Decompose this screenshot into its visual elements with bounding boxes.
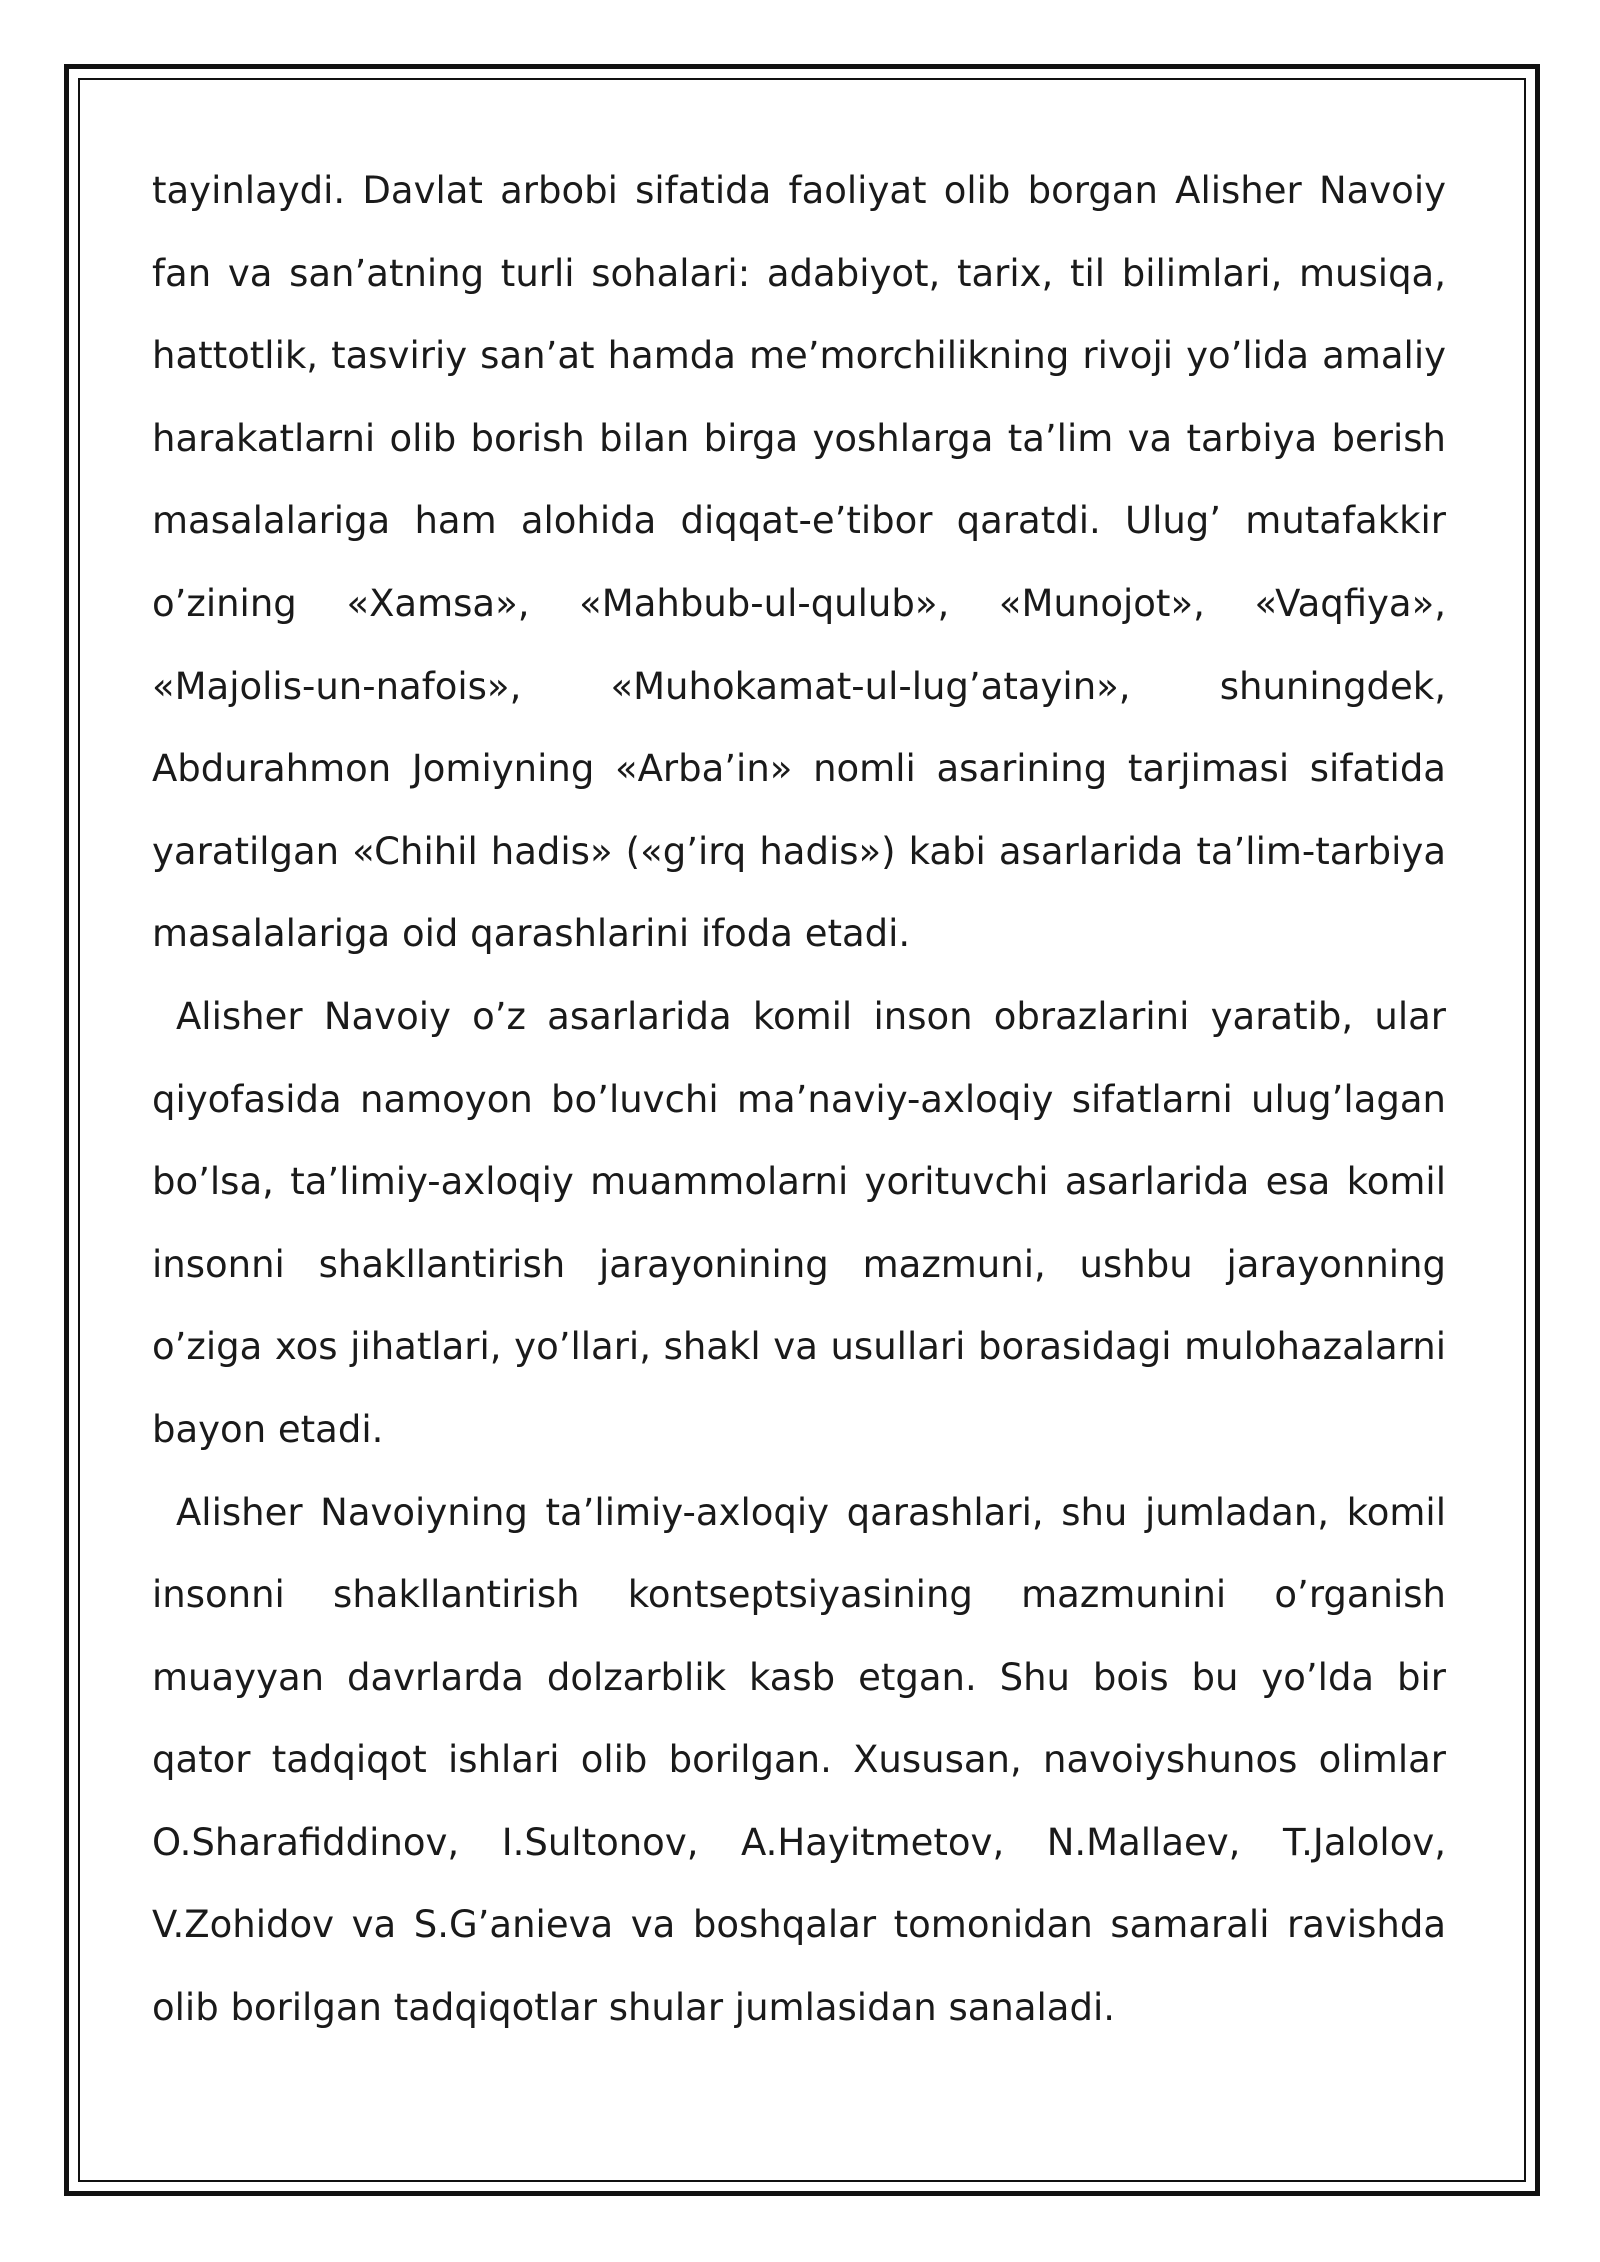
paragraph-1: tayinlaydi. Davlat arbobi sifatida faoliyat olib borgan Alisher Navoiy fan va san’atning turli sohalari: adabiyot, tarix, til bilimlari, musiqa, hattotlik, tasviriy san’at hamda me’morchilikning rivoji yo’lida amaliy harakatlarni olib borish bilan birga yoshlarga ta’lim va tarbiya berish masalalariga ham alohida diqqat-e’tibor qaratdi. Ulug’ mutafakkir o’zining «Xamsa», «Mahbub-ul-qulub», «Munojot», «Vaqfiya», «Majolis-un-nafois», «Muhokamat-ul-lug’atayin», shuningdek, Abdurahmon Jomiyning «Arba’in» nomli asarining tarjimasi sifatida yaratilgan «Chihil hadis» («g’irq hadis») kabi asarlarida ta’lim-tarbiya masalalariga oid qarashlarini ifoda etadi.: [152, 169, 1446, 956]
paragraph-3: Alisher Navoiyning ta’limiy-axloqiy qarashlari, shu jumladan, komil insonni shakllantirish kontseptsiyasining mazmunini o’rganish muayyan davrlarda dolzarblik kasb etgan. Shu bois bu yo’lda bir qator tadqiqot ishlari olib borilgan. Xususan, navoiyshunos olimlar O.Sharafiddinov, I.Sultonov, A.Hayitmetov, N.Mallaev, T.Jalolov, V.Zohidov va S.G’anieva va boshqalar tomonidan samarali ravishda olib borilgan tadqiqotlar shular jumlasidan sanaladi.: [152, 1490, 1446, 2030]
document-body: [152, 150, 1446, 2050]
paragraph-2: Alisher Navoiy o’z asarlarida komil inson obrazlarini yaratib, ular qiyofasida namoyon bo’luvchi ma’naviy-axloqiy sifatlarni ulug’lagan bo’lsa, ta’limiy-axloqiy muammolarni yorituvchi asarlarida esa komil insonni shakllantirish jarayonining mazmuni, ushbu jarayonning o’ziga xos jihatlari, yo’llari, shakl va usullari borasidagi mulohazalarni bayon etadi.: [152, 994, 1446, 1451]
